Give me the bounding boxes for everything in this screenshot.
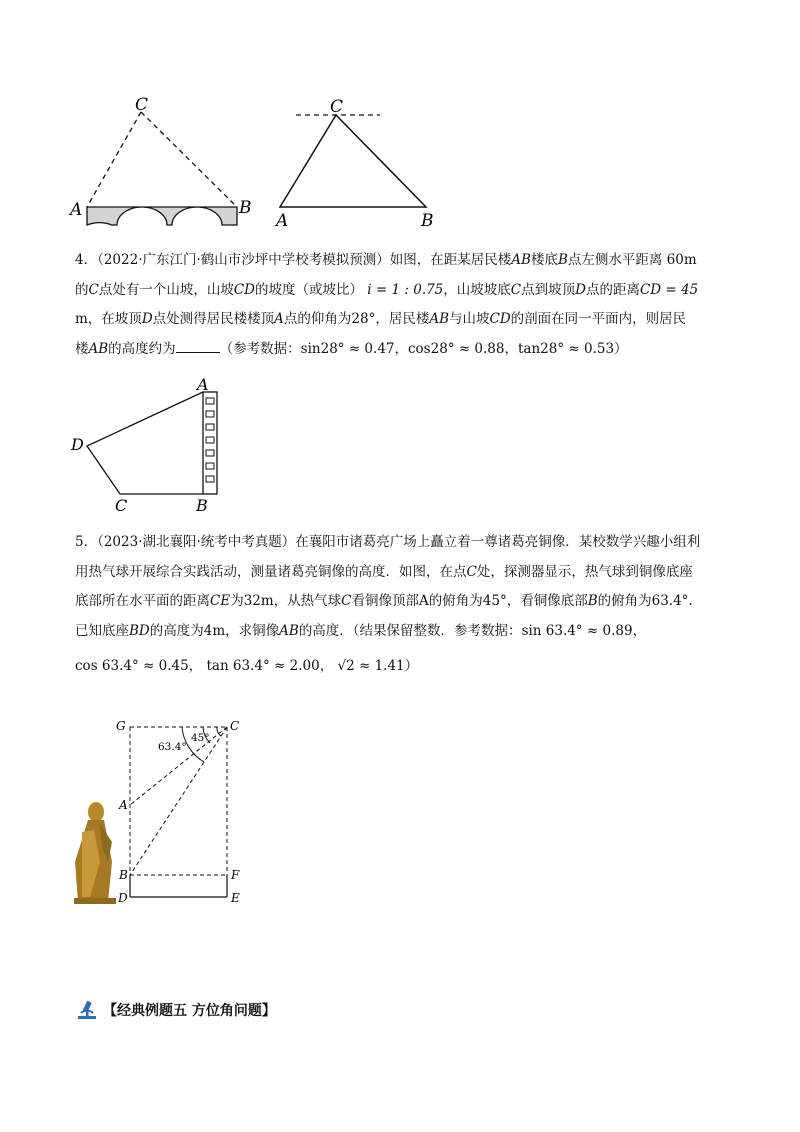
label-f: F bbox=[231, 868, 240, 882]
angle-arc-small bbox=[217, 727, 221, 736]
math-ab: AB bbox=[511, 252, 531, 268]
math-32m: 32m bbox=[243, 593, 274, 609]
math-4m: 4m bbox=[203, 622, 226, 639]
math-d: D bbox=[141, 311, 153, 327]
text: . bbox=[688, 593, 693, 609]
slope-outline bbox=[87, 392, 203, 494]
math-63-4deg: 63.4° bbox=[651, 593, 689, 609]
text: m，在坡顶 bbox=[75, 311, 142, 327]
text: 看铜像顶部A的俯角为 bbox=[351, 593, 483, 609]
math-sin: sin 63.4° ≈ 0.89 bbox=[521, 622, 633, 639]
question-4 bbox=[75, 246, 735, 364]
text: 点处有一个山坡，山坡 bbox=[98, 281, 234, 298]
math-cd: CD bbox=[233, 281, 255, 298]
text: 的高度．（结果保留整数．参考数据： bbox=[298, 622, 522, 639]
label-b: B bbox=[119, 868, 128, 882]
label-b: B bbox=[421, 211, 434, 230]
text: 在襄阳市诸葛亮广场上矗立着一尊诸葛亮铜像．某校数学兴趣小组利 bbox=[295, 534, 701, 550]
math-d: D bbox=[575, 281, 586, 298]
label-a: A bbox=[119, 798, 128, 812]
math-c: C bbox=[88, 281, 99, 298]
math-a: A bbox=[274, 311, 284, 327]
label-c: C bbox=[115, 496, 128, 515]
reference-data: （参考数据：sin28° ≈ 0.47，cos28° ≈ 0.88，tan28° ≈ 0.53） bbox=[219, 340, 628, 357]
math-cd: CD bbox=[489, 311, 511, 327]
math-ce: CE bbox=[210, 593, 231, 609]
question-number: 5． bbox=[75, 534, 98, 550]
question-source: （2023·湖北襄阳·统考中考真题） bbox=[97, 534, 296, 550]
math-45deg: 45° bbox=[482, 593, 507, 609]
text: 底部所在水平面的距离 bbox=[75, 593, 210, 609]
statue-image bbox=[74, 802, 116, 904]
text: 用热气球开展综合实践活动，测量诸葛亮铜像的高度．如图，在点 bbox=[75, 563, 467, 580]
math-b: B bbox=[587, 593, 598, 609]
text: ， bbox=[319, 658, 334, 674]
text: ， bbox=[632, 622, 647, 639]
text: 处，探测器显示，热气球到铜像底座 bbox=[476, 563, 693, 580]
label-b: B bbox=[196, 496, 208, 515]
text: ，山坡坡底 bbox=[443, 281, 511, 298]
math-ab: AB bbox=[88, 340, 109, 357]
triangle-abc bbox=[280, 115, 426, 207]
text: 楼底 bbox=[530, 252, 558, 268]
math-cd-eq: CD = 45 bbox=[639, 281, 699, 298]
text: 已知底座 bbox=[75, 622, 129, 639]
label-e: E bbox=[231, 891, 240, 905]
figure-q4-slope-building bbox=[65, 370, 245, 520]
text: 的高度为 bbox=[149, 622, 204, 639]
text: 点的仰角为28°，居民楼 bbox=[283, 311, 430, 327]
figure-triangle bbox=[270, 90, 460, 230]
question-number: 4． bbox=[75, 252, 98, 268]
text: 为 bbox=[230, 593, 244, 609]
math-b: B bbox=[557, 252, 568, 268]
dashed-line-ca bbox=[87, 112, 141, 207]
math-sqrt2: √2 ≈ 1.41 bbox=[337, 658, 405, 674]
math-c: C bbox=[341, 593, 352, 609]
label-c: C bbox=[230, 719, 240, 733]
math-c: C bbox=[510, 281, 522, 298]
dashed-line-cb bbox=[141, 112, 237, 207]
label-a: A bbox=[276, 211, 289, 230]
text: 的剖面在同一平面内，则居民 bbox=[510, 311, 687, 327]
label-angle-63-4: 63.4° bbox=[158, 741, 187, 753]
text: 的高度约为 bbox=[108, 340, 176, 357]
text: 点左侧水平距离 60m bbox=[567, 252, 697, 268]
label-angle-45: 45° bbox=[191, 732, 210, 744]
math-tan: tan 63.4° ≈ 2.00 bbox=[206, 658, 320, 674]
text: ，看铜像底部 bbox=[506, 593, 588, 609]
text: ，从热气球 bbox=[273, 593, 342, 609]
text: 的 bbox=[75, 281, 89, 298]
label-c: C bbox=[330, 97, 344, 117]
microscope-icon bbox=[75, 999, 99, 1021]
label-b: B bbox=[239, 198, 252, 218]
text: 的坡度（或坡比） bbox=[255, 281, 363, 298]
text: 的俯角为 bbox=[597, 593, 652, 609]
text: ） bbox=[404, 658, 419, 674]
building-windows bbox=[206, 398, 214, 482]
math-bd: BD bbox=[129, 622, 150, 639]
label-a: A bbox=[197, 375, 209, 394]
label-a: A bbox=[70, 200, 83, 220]
text: ，求铜像 bbox=[225, 622, 280, 639]
section-heading-text: 【经典例题五 方位角问题】 bbox=[103, 1003, 276, 1019]
section-heading bbox=[75, 999, 276, 1021]
answer-blank[interactable] bbox=[176, 338, 220, 353]
text: ， bbox=[188, 658, 203, 674]
question-5 bbox=[75, 528, 735, 682]
figure-bridge-triangle bbox=[65, 90, 265, 230]
text: 楼 bbox=[75, 340, 89, 357]
math-slope: i = 1 : 0.75 bbox=[367, 281, 444, 298]
math-cos: cos 63.4° ≈ 0.45 bbox=[75, 658, 189, 674]
math-c: C bbox=[466, 563, 477, 580]
text: 与山坡 bbox=[449, 311, 490, 327]
label-d: D bbox=[71, 435, 84, 454]
label-g: G bbox=[116, 719, 126, 733]
bridge-arches bbox=[87, 207, 237, 225]
text: 点到坡顶 bbox=[521, 281, 576, 298]
figure-q5-balloon-statue bbox=[70, 712, 260, 912]
text: 如图，在距某居民楼 bbox=[389, 252, 512, 268]
text: 点处测得居民楼楼顶 bbox=[152, 311, 275, 327]
label-d: D bbox=[118, 891, 128, 905]
math-ab: AB bbox=[279, 622, 299, 639]
math-ab: AB bbox=[429, 311, 449, 327]
text: 点的距离 bbox=[585, 281, 640, 298]
label-c: C bbox=[135, 95, 149, 115]
question-source: （2022·广东江门·鹤山市沙坪中学校考模拟预测） bbox=[97, 252, 390, 268]
